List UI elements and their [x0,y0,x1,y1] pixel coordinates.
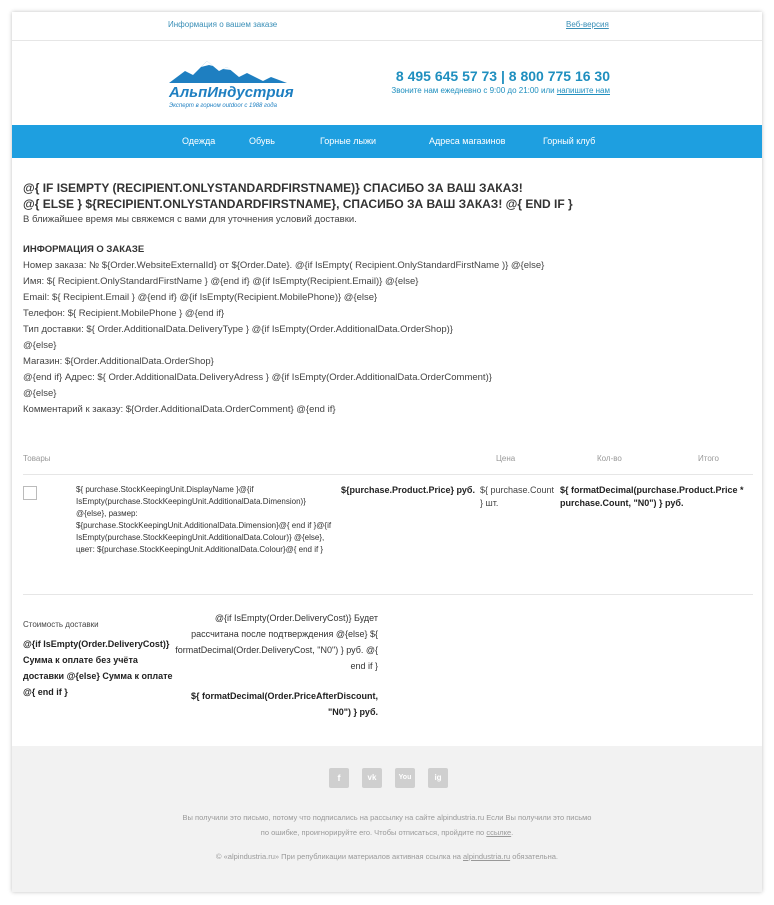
table-row [23,482,753,595]
site-link[interactable]: alpindustria.ru [463,852,511,861]
order-line: @{end if} Адрес: ${ Order.AdditionalData.DeliveryAdress } @{if IsEmpty(Order.AdditionalData.OrderComment)} [23,372,492,383]
write-us-link[interactable]: напишите нам [556,86,610,95]
order-info-title: ИНФОРМАЦИЯ О ЗАКАЗЕ [23,244,145,255]
brand-tagline: Эксперт в горном outdoor с 1988 года [169,103,277,109]
order-info-lines [23,258,753,418]
order-content [23,180,753,418]
order-line: Магазин: ${Order.AdditionalData.OrderShop} [23,356,214,367]
nav-item-clothing[interactable]: Одежда [182,136,216,146]
mountain-logo-icon [167,57,312,111]
facebook-icon[interactable]: f [329,768,349,788]
order-line: Имя: ${ Recipient.OnlyStandardFirstName } @{end if} @{if IsEmpty(Recipient.Email)} @{else} [23,276,419,287]
top-bar [12,12,762,41]
product-image[interactable] [23,486,37,500]
legal-text [182,810,592,840]
web-version-link[interactable]: Веб-версия [566,20,609,29]
copyright-end: обязательна. [512,852,558,861]
total-label: @{if IsEmpty(Order.DeliveryCost)} Сумма к оплате без учёта доставки @{else} Сумма к оплате @{ end if } [23,639,173,697]
header-price: Цена [496,454,516,463]
unsubscribe-link[interactable]: ссылке [486,828,512,837]
header [12,41,762,125]
total-value: ${ formatDecimal(Order.PriceAfterDiscount, "N0") } руб. [190,691,378,717]
nav-item-stores[interactable]: Адреса магазинов [429,136,506,146]
phone-numbers[interactable]: 8 495 645 57 73 | 8 800 775 16 30 [395,68,610,84]
nav-item-ski[interactable]: Горные лыжи [320,136,376,146]
order-line: Телефон: ${ Recipient.MobilePhone } @{end if} [23,308,225,319]
instagram-icon[interactable]: ig [428,768,448,788]
email-card [12,12,762,892]
delivery-label: Стоимость доставки [23,620,99,629]
nav-item-club[interactable]: Горный клуб [543,136,596,146]
header-qty: Кол-во [597,454,622,463]
table-header [23,454,753,475]
copyright-text: © «alpindustria.ru» При републикации материалов активная ссылка на [216,852,461,861]
youtube-icon[interactable]: You [395,768,415,788]
order-line: @{else} [23,388,57,399]
product-price: ${purchase.Product.Price} руб. [341,485,475,495]
order-line: Email: ${ Recipient.Email } @{end if} @{if IsEmpty(Recipient.MobilePhone)} @{else} [23,292,378,303]
nav-item-shoes[interactable]: Обувь [249,136,275,146]
header-goods: Товары [23,454,51,463]
order-line: Комментарий к заказу: ${Order.AdditionalData.OrderComment} @{end if} [23,404,336,415]
legal-text-body: Вы получили это письмо, потому что подписались на рассылку на сайте alpindustria.ru Если Вы получили это письмо по ошибке, проигнорируйте его. Чтобы отписаться, пройдите по [182,813,592,837]
hours-text: Звоните нам ежедневно с 9:00 до 21:00 или [391,86,555,95]
order-line: Тип доставки: ${ Order.AdditionalData.DeliveryType } @{if IsEmpty(Order.AdditionalData.OrderShop)} [23,324,453,335]
thanks-heading-2: @{ ELSE } ${RECIPIENT.ONLYSTANDARDFIRSTNAME}, СПАСИБО ЗА ВАШ ЗАКАЗ! @{ END IF } [23,197,573,211]
order-info-link[interactable]: Информация о вашем заказе [168,20,278,29]
footer [12,746,762,892]
main-nav [12,125,762,158]
vk-icon[interactable]: vk [362,768,382,788]
header-total: Итого [698,454,719,463]
product-description: ${ purchase.StockKeepingUnit.DisplayName }@{if IsEmpty(purchase.StockKeepingUnit.AdditionalData.Dimension)} @{else}, размер: ${purchase.StockKeepingUnit.AdditionalData.Dimension}@{ end if }@{if IsEmpty(purchase.StockKeepingUnit.AdditionalData.Colour)} @{else}, цвет: ${purchase.StockKeepingUnit.AdditionalData.Colour}@{ end if } [76,485,332,554]
order-line: Номер заказа: № ${Order.WebsiteExternalId} от ${Order.Date}. @{if IsEmpty( Recipient.OnlyStandardFirstName )} @{else} [23,260,545,271]
product-qty: ${ purchase.Count } шт. [480,485,555,508]
brand-name: АльпИндустрия [169,84,294,101]
contact-hours [391,86,610,95]
order-line: @{else} [23,340,57,351]
thanks-heading-1: @{ IF ISEMPTY (RECIPIENT.ONLYSTANDARDFIRSTNAME)} СПАСИБО ЗА ВАШ ЗАКАЗ! [23,181,523,195]
copyright [132,852,642,861]
delivery-value: @{if IsEmpty(Order.DeliveryCost)} Будет рассчитана после подтверждения @{else} ${ formatDecimal(Order.DeliveryCost, "N0") } руб. @{ end if } [175,613,378,671]
logo[interactable] [167,57,312,111]
product-total: ${ formatDecimal(purchase.Product.Price * purchase.Count, "N0") } руб. [560,485,744,508]
subtitle: В ближайшее время мы свяжемся с вами для уточнения условий доставки. [23,214,357,225]
legal-text-end: . [511,828,514,837]
